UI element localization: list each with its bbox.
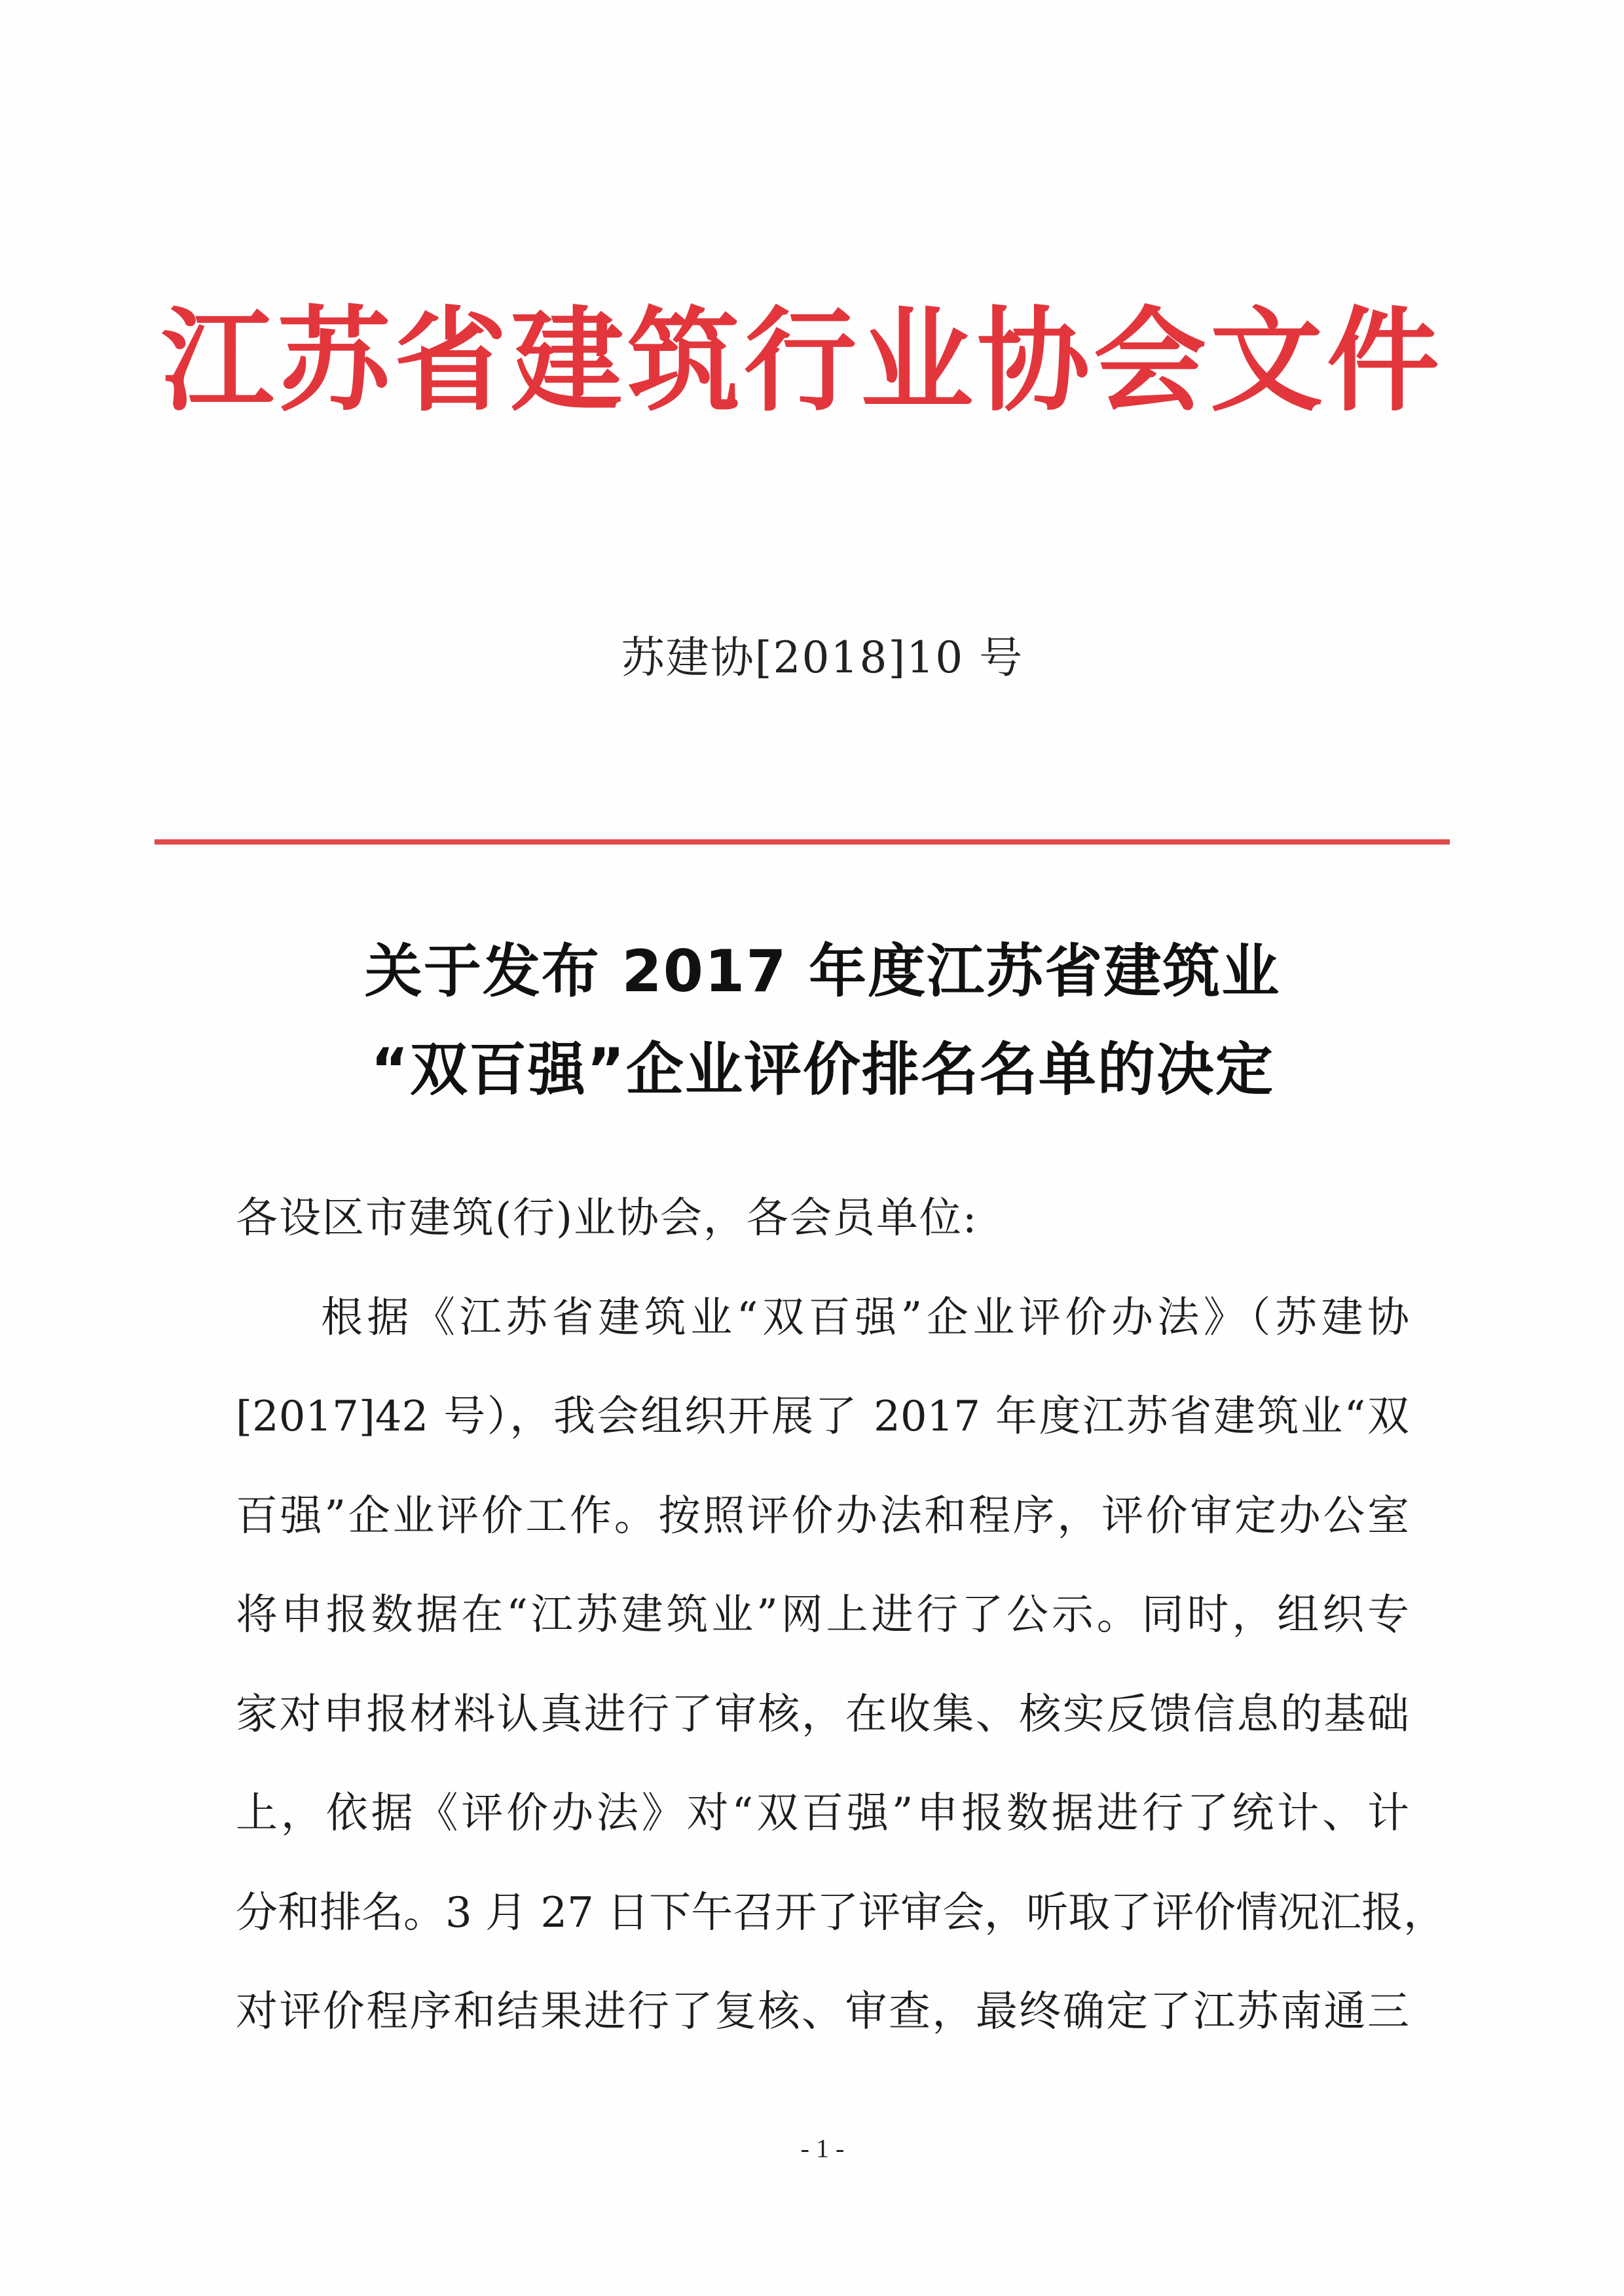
document-title bbox=[236, 922, 1409, 1119]
title-line-2: “双百强”企业评价排名名单的决定 bbox=[371, 1036, 1274, 1103]
body-line: 将申报数据在“江苏建筑业”网上进行了公示。同时，组织专 bbox=[236, 1591, 1409, 1639]
title-line-1: 关于发布 2017 年度江苏省建筑业 bbox=[364, 938, 1281, 1005]
document-number: 苏建协[2018]10 号 bbox=[621, 632, 1024, 683]
body-line: 对评价程序和结果进行了复核、审查，最终确定了江苏南通三 bbox=[236, 1988, 1409, 2036]
page-number: - 1 - bbox=[800, 2134, 845, 2163]
document-body bbox=[236, 1169, 1446, 2062]
body-line: 根据《江苏省建筑业“双百强”企业评价办法》（苏建协 bbox=[321, 1293, 1409, 1342]
salutation: 各设区市建筑(行)业协会，各会员单位: bbox=[236, 1194, 978, 1243]
body-line: 分和排名。3 月 27 日下午召开了评审会，听取了评价情况汇报， bbox=[236, 1888, 1446, 1937]
body-line: [2017]42 号），我会组织开展了 2017 年度江苏省建筑业“双 bbox=[236, 1393, 1409, 1441]
body-line: 上，依据《评价办法》对“双百强”申报数据进行了统计、计 bbox=[236, 1789, 1409, 1838]
body-line: 家对申报材料认真进行了审核，在收集、核实反馈信息的基础 bbox=[236, 1690, 1409, 1739]
body-line: 百强”企业评价工作。按照评价办法和程序，评价审定办公室 bbox=[236, 1491, 1409, 1540]
red-divider-rule bbox=[155, 839, 1450, 845]
letterhead-title: 江苏省建筑行业协会文件 bbox=[161, 294, 1443, 427]
